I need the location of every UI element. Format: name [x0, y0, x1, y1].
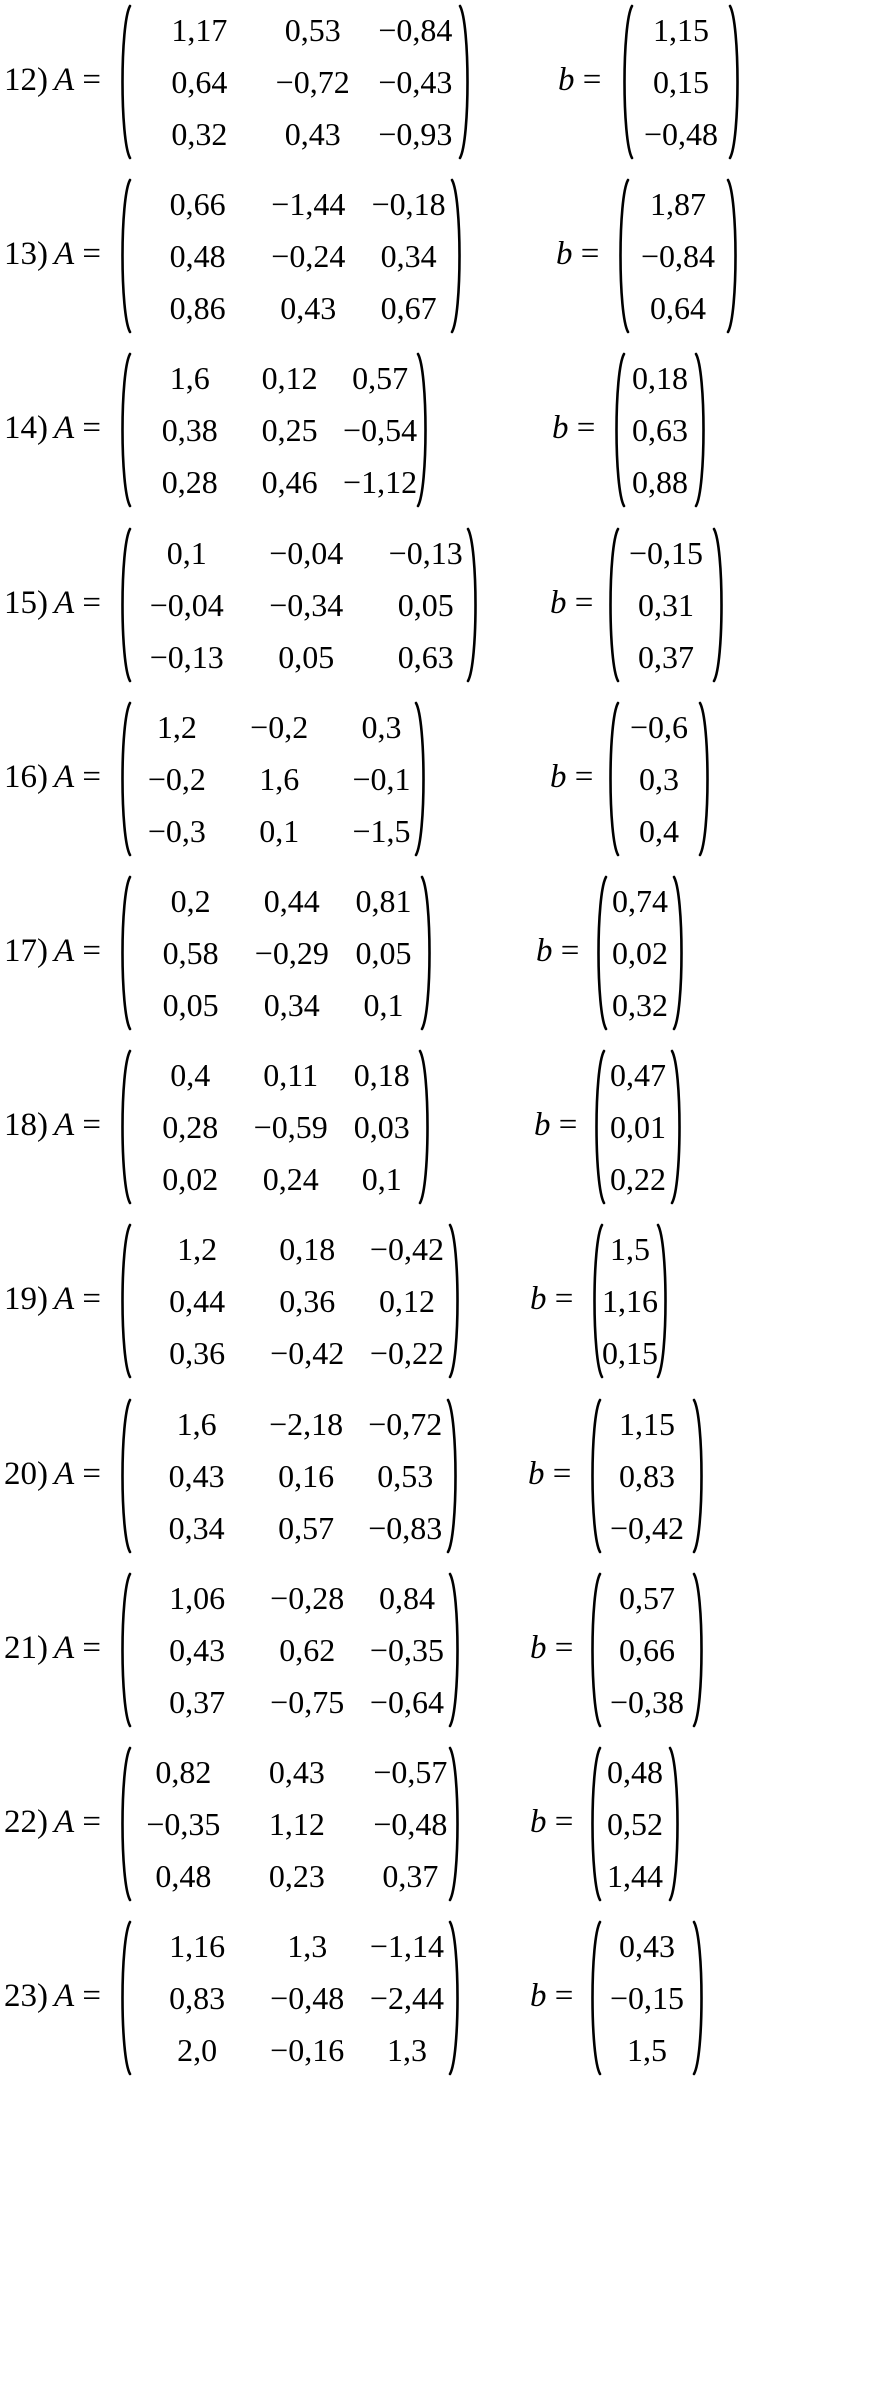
matrix-a-cell: 0,25 [261, 412, 318, 449]
problem-block [0, 525, 874, 689]
matrix-a-cell: 0,62 [279, 1631, 336, 1668]
matrix-a-cell: −1,12 [343, 464, 418, 501]
matrix-a-cell: 1,12 [268, 1806, 325, 1842]
problem-block [0, 699, 874, 863]
left-paren-icon [118, 1049, 132, 1205]
right-paren-icon [672, 875, 686, 1031]
matrix-a-cell: 1,3 [386, 2032, 427, 2069]
matrix-a-cell: 0,1 [363, 987, 404, 1023]
matrix-a-cell: 0,53 [284, 12, 341, 48]
matrix-a-label: A = [54, 1281, 102, 1318]
matrix-a-label: A = [54, 1629, 102, 1666]
matrix-a-cell: −0,22 [369, 1335, 444, 1372]
matrix-a-cell: 0,1 [259, 812, 300, 849]
matrix-a-cell: −0,28 [270, 1579, 345, 1616]
matrix-a-cell: 2,0 [177, 2032, 218, 2069]
vector-b-label: b = [534, 1107, 578, 1144]
left-paren-icon [118, 352, 132, 508]
left-paren-icon [612, 352, 626, 508]
matrix-a-cell: 0,43 [169, 1631, 226, 1668]
matrix-a-matrix [118, 1223, 462, 1379]
vector-b-cell: 0,74 [612, 883, 668, 919]
matrix-a-cell: −0,93 [378, 116, 453, 152]
vector-b-cell: 0,47 [610, 1057, 666, 1094]
matrix-a-cell: 0,57 [352, 360, 409, 397]
left-paren-icon [606, 701, 620, 857]
vector-b-label: b = [530, 1978, 574, 2015]
left-paren-icon [118, 1920, 132, 2076]
left-paren-icon [592, 1049, 606, 1205]
problem-block [0, 1918, 874, 2082]
vector-b-cell: 0,43 [619, 1928, 675, 1965]
vector-b-cell: 0,32 [612, 987, 668, 1023]
matrix-a-cell: −2,44 [369, 1980, 444, 2017]
vector-b-cell: 0,48 [607, 1754, 663, 1790]
matrix-a-cell: 1,2 [156, 708, 197, 745]
matrix-a-matrix [118, 352, 430, 508]
matrix-a-cell: 0,4 [170, 1057, 211, 1094]
vector-b-cell: 0,22 [610, 1161, 666, 1198]
vector-b-cell: 0,64 [650, 290, 706, 327]
vector-b-cell: 0,57 [619, 1579, 675, 1616]
left-paren-icon [118, 527, 132, 683]
vector-b-cell: −0,84 [640, 238, 716, 275]
matrix-a-cell: −0,2 [147, 760, 206, 797]
vector-b-cell: 1,15 [653, 12, 709, 48]
matrix-a-cell: 0,44 [263, 883, 320, 919]
vector-b-cell: −0,38 [609, 1683, 685, 1720]
matrix-a-matrix [118, 4, 472, 160]
right-paren-icon [448, 1920, 462, 2076]
vector-b-label: b = [558, 62, 602, 98]
matrix-a-label: A = [54, 410, 102, 447]
matrix-a-cell: 1,3 [287, 1928, 328, 1965]
right-paren-icon [692, 1572, 706, 1728]
matrix-a-cell: 0,38 [161, 412, 218, 449]
left-paren-icon [118, 4, 132, 160]
matrix-a-cell: −0,42 [369, 1231, 444, 1268]
matrix-a-cell: −0,18 [371, 186, 446, 223]
vector-b-matrix [616, 178, 740, 334]
right-paren-icon [450, 178, 464, 334]
matrix-a-cell: −0,57 [373, 1754, 448, 1790]
vector-b-cell: 0,3 [639, 760, 679, 797]
problem-number: 12) [4, 62, 48, 98]
left-paren-icon [588, 1398, 602, 1554]
matrix-a-cell: 0,81 [355, 883, 412, 919]
vector-b-cell: −0,15 [609, 1980, 685, 2017]
right-paren-icon [420, 875, 434, 1031]
matrix-a-cell: 0,82 [155, 1754, 212, 1790]
matrix-a-cell: 0,64 [171, 64, 228, 100]
vector-b-cell: 1,5 [610, 1231, 650, 1268]
matrix-a-cell: 0,1 [166, 534, 207, 571]
matrix-a-cell: 0,23 [268, 1858, 325, 1894]
matrix-a-cell: 0,12 [378, 1283, 435, 1320]
right-paren-icon [670, 1049, 684, 1205]
matrix-a-cell: 1,6 [176, 1405, 217, 1442]
vector-b-matrix [620, 4, 742, 160]
matrix-a-cell: −1,5 [352, 812, 411, 849]
vector-b-cell: 1,44 [607, 1858, 663, 1894]
vector-b-cell: 1,16 [602, 1283, 658, 1320]
right-paren-icon [446, 1398, 460, 1554]
matrix-a-matrix [118, 875, 434, 1031]
vector-b-cell: 0,83 [619, 1457, 675, 1494]
matrix-a-cell: 0,03 [353, 1109, 410, 1146]
matrix-a-cell: 0,43 [280, 290, 337, 327]
left-paren-icon [620, 4, 634, 160]
matrix-a-cell: −0,34 [269, 586, 344, 623]
right-paren-icon [414, 701, 428, 857]
matrix-a-cell: 0,16 [278, 1457, 335, 1494]
matrix-a-cell: −0,13 [388, 534, 463, 571]
vector-b-cell: 0,15 [653, 64, 709, 100]
matrix-a-label: A = [54, 584, 102, 621]
matrix-a-cell: 0,1 [361, 1161, 402, 1198]
matrix-a-cell: 1,2 [177, 1231, 218, 1268]
matrix-a-cell: −0,04 [269, 534, 344, 571]
problem-block [0, 873, 874, 1037]
problem-number: 14) [4, 410, 48, 447]
matrix-a-cell: 0,3 [361, 708, 402, 745]
right-paren-icon [694, 352, 708, 508]
vector-b-cell: 1,87 [650, 186, 706, 223]
vector-b-label: b = [530, 1281, 574, 1318]
vector-b-matrix [588, 1398, 706, 1554]
matrix-a-cell: 0,34 [168, 1509, 225, 1546]
problem-number: 15) [4, 584, 48, 621]
matrix-a-cell: −0,75 [270, 1683, 345, 1720]
matrix-a-label: A = [54, 236, 102, 273]
matrix-a-cell: 0,43 [168, 1457, 225, 1494]
vector-b-label: b = [536, 933, 580, 969]
right-paren-icon [726, 178, 740, 334]
problem-block [0, 2, 874, 166]
matrix-a-cell: −0,16 [270, 2032, 345, 2069]
matrix-a-cell: 0,84 [378, 1579, 435, 1616]
matrix-a-matrix [118, 1398, 460, 1554]
right-paren-icon [418, 1049, 432, 1205]
vector-b-cell: 1,15 [619, 1405, 675, 1442]
matrix-a-cell: 0,46 [261, 464, 318, 501]
vector-b-cell: −0,48 [643, 116, 719, 152]
vector-b-label: b = [550, 758, 594, 795]
matrix-a-cell: 0,34 [380, 238, 437, 275]
problem-number: 21) [4, 1629, 48, 1666]
problem-block [0, 350, 874, 514]
vector-b-label: b = [552, 410, 596, 447]
matrix-a-cell: 0,83 [169, 1980, 226, 2017]
vector-b-label: b = [528, 1455, 572, 1492]
right-paren-icon [692, 1920, 706, 2076]
matrix-a-cell: −0,83 [368, 1509, 443, 1546]
left-paren-icon [118, 1746, 132, 1902]
matrix-a-cell: −0,42 [270, 1335, 345, 1372]
matrix-a-matrix [118, 1572, 462, 1728]
matrix-a-cell: −0,48 [270, 1980, 345, 2017]
vector-b-matrix [612, 352, 708, 508]
right-paren-icon [458, 4, 472, 160]
matrix-a-cell: 1,6 [259, 760, 300, 797]
vector-b-matrix [592, 1049, 684, 1205]
right-paren-icon [712, 527, 726, 683]
right-paren-icon [466, 527, 480, 683]
matrix-a-cell: −0,54 [343, 412, 418, 449]
left-paren-icon [594, 875, 608, 1031]
vector-b-label: b = [530, 1804, 574, 1840]
right-paren-icon [448, 1572, 462, 1728]
matrix-a-cell: −0,24 [271, 238, 346, 275]
matrix-a-cell: 0,05 [162, 987, 219, 1023]
matrix-a-cell: 0,43 [268, 1754, 325, 1790]
left-paren-icon [118, 1572, 132, 1728]
matrix-a-cell: 0,11 [263, 1057, 319, 1094]
matrix-a-cell: 0,37 [382, 1858, 439, 1894]
problem-number: 18) [4, 1107, 48, 1144]
left-paren-icon [118, 1398, 132, 1554]
vector-b-cell: −0,6 [629, 708, 689, 745]
vector-b-cell: −0,42 [609, 1509, 685, 1546]
matrix-a-cell: −0,13 [149, 638, 224, 675]
matrix-a-cell: 0,67 [380, 290, 437, 327]
vector-b-cell: 0,18 [632, 360, 688, 397]
right-paren-icon [656, 1223, 670, 1379]
left-paren-icon [118, 701, 132, 857]
matrix-a-cell: 0,58 [162, 935, 219, 971]
vector-b-matrix [594, 875, 686, 1031]
vector-b-cell: 0,02 [612, 935, 668, 971]
vector-b-matrix [590, 1223, 670, 1379]
problem-block [0, 1744, 874, 1908]
matrix-a-cell: −0,72 [368, 1405, 443, 1442]
right-paren-icon [698, 701, 712, 857]
vector-b-matrix [588, 1920, 706, 2076]
matrix-a-cell: 0,36 [279, 1283, 336, 1320]
matrix-a-cell: 0,48 [169, 238, 226, 275]
vector-b-cell: 1,5 [627, 2032, 667, 2069]
matrix-a-cell: −1,44 [271, 186, 346, 223]
matrix-a-label: A = [54, 1107, 102, 1144]
right-paren-icon [728, 4, 742, 160]
problem-number: 20) [4, 1455, 48, 1492]
vector-b-label: b = [556, 236, 600, 273]
problem-block [0, 1221, 874, 1385]
left-paren-icon [118, 1223, 132, 1379]
vector-b-label: b = [550, 584, 594, 621]
matrix-a-cell: 0,05 [397, 586, 454, 623]
right-paren-icon [448, 1223, 462, 1379]
matrix-a-cell: 0,2 [170, 883, 211, 919]
vector-b-cell: 0,4 [639, 812, 679, 849]
matrix-a-cell: 0,53 [377, 1457, 434, 1494]
matrix-a-matrix [118, 1746, 462, 1902]
problem-number: 19) [4, 1281, 48, 1318]
matrix-a-cell: −0,04 [149, 586, 224, 623]
vector-b-cell: 0,63 [632, 412, 688, 449]
matrix-a-cell: 0,02 [162, 1161, 219, 1198]
matrix-a-cell: −0,64 [369, 1683, 444, 1720]
problem-block [0, 1570, 874, 1734]
matrix-a-cell: 0,34 [263, 987, 320, 1023]
left-paren-icon [606, 527, 620, 683]
vector-b-matrix [588, 1746, 682, 1902]
matrix-a-cell: 0,66 [169, 186, 226, 223]
matrix-a-cell: −0,72 [275, 64, 350, 100]
matrix-a-cell: 0,86 [169, 290, 226, 327]
matrix-a-matrix [118, 1049, 432, 1205]
matrix-a-label: A = [54, 62, 102, 98]
matrix-a-matrix [118, 1920, 462, 2076]
matrix-a-cell: 0,43 [284, 116, 341, 152]
vector-b-matrix [588, 1572, 706, 1728]
problem-number: 23) [4, 1978, 48, 2015]
matrix-a-cell: 0,28 [162, 1109, 219, 1146]
matrix-a-cell: −0,3 [147, 812, 206, 849]
matrix-a-label: A = [54, 758, 102, 795]
matrix-a-matrix [118, 701, 428, 857]
matrix-a-cell: −0,43 [378, 64, 453, 100]
problem-number: 16) [4, 758, 48, 795]
matrix-a-cell: −1,14 [369, 1928, 444, 1965]
matrix-a-cell: −0,84 [378, 12, 453, 48]
problem-block [0, 176, 874, 340]
matrix-a-cell: 0,44 [169, 1283, 226, 1320]
matrix-a-cell: 0,12 [261, 360, 318, 397]
vector-b-matrix [606, 527, 726, 683]
vector-b-cell: −0,15 [628, 534, 704, 571]
left-paren-icon [118, 178, 132, 334]
matrix-a-cell: −0,35 [146, 1806, 221, 1842]
vector-b-cell: 0,15 [602, 1335, 658, 1372]
vector-b-cell: 0,01 [610, 1109, 666, 1146]
vector-b-cell: 0,31 [638, 586, 694, 623]
vector-b-label: b = [530, 1629, 574, 1666]
problem-block [0, 1396, 874, 1560]
matrix-a-matrix [118, 527, 480, 683]
matrix-a-cell: 0,32 [171, 116, 228, 152]
matrix-a-cell: 0,18 [279, 1231, 336, 1268]
matrix-a-cell: −0,2 [250, 708, 309, 745]
matrix-a-cell: 0,48 [155, 1858, 212, 1894]
vector-b-cell: 0,52 [607, 1806, 663, 1842]
matrix-a-cell: −0,35 [369, 1631, 444, 1668]
matrix-a-label: A = [54, 1804, 102, 1840]
problem-block [0, 1047, 874, 1211]
matrix-a-cell: 0,05 [355, 935, 412, 971]
matrix-a-cell: 0,24 [262, 1161, 319, 1198]
right-paren-icon [692, 1398, 706, 1554]
matrix-a-cell: −0,1 [352, 760, 411, 797]
left-paren-icon [616, 178, 630, 334]
problem-number: 13) [4, 236, 48, 273]
matrix-a-matrix [118, 178, 464, 334]
matrix-a-cell: 0,18 [353, 1057, 410, 1094]
matrix-a-cell: 1,17 [171, 12, 228, 48]
matrix-a-cell: 1,06 [169, 1579, 226, 1616]
matrix-a-cell: 1,16 [169, 1928, 226, 1965]
right-paren-icon [668, 1746, 682, 1902]
matrix-a-label: A = [54, 1978, 102, 2015]
left-paren-icon [588, 1746, 602, 1902]
matrix-a-cell: −0,48 [373, 1806, 448, 1842]
left-paren-icon [588, 1572, 602, 1728]
vector-b-matrix [606, 701, 712, 857]
vector-b-cell: 0,37 [638, 638, 694, 675]
left-paren-icon [118, 875, 132, 1031]
matrix-a-cell: 0,28 [161, 464, 218, 501]
left-paren-icon [588, 1920, 602, 2076]
matrix-a-cell: −2,18 [269, 1405, 344, 1442]
matrix-a-cell: 0,05 [278, 638, 335, 675]
matrix-a-cell: −0,59 [253, 1109, 328, 1146]
matrix-a-label: A = [54, 933, 102, 969]
matrix-a-cell: 0,36 [169, 1335, 226, 1372]
right-paren-icon [448, 1746, 462, 1902]
matrix-a-cell: 0,63 [397, 638, 454, 675]
problem-number: 22) [4, 1804, 48, 1840]
right-paren-icon [416, 352, 430, 508]
matrix-a-cell: 0,57 [278, 1509, 335, 1546]
matrix-a-cell: 1,6 [169, 360, 210, 397]
matrix-a-label: A = [54, 1455, 102, 1492]
matrix-a-cell: −0,29 [254, 935, 329, 971]
vector-b-cell: 0,66 [619, 1631, 675, 1668]
matrix-a-cell: 0,37 [169, 1683, 226, 1720]
problem-number: 17) [4, 933, 48, 969]
vector-b-cell: 0,88 [632, 464, 688, 501]
